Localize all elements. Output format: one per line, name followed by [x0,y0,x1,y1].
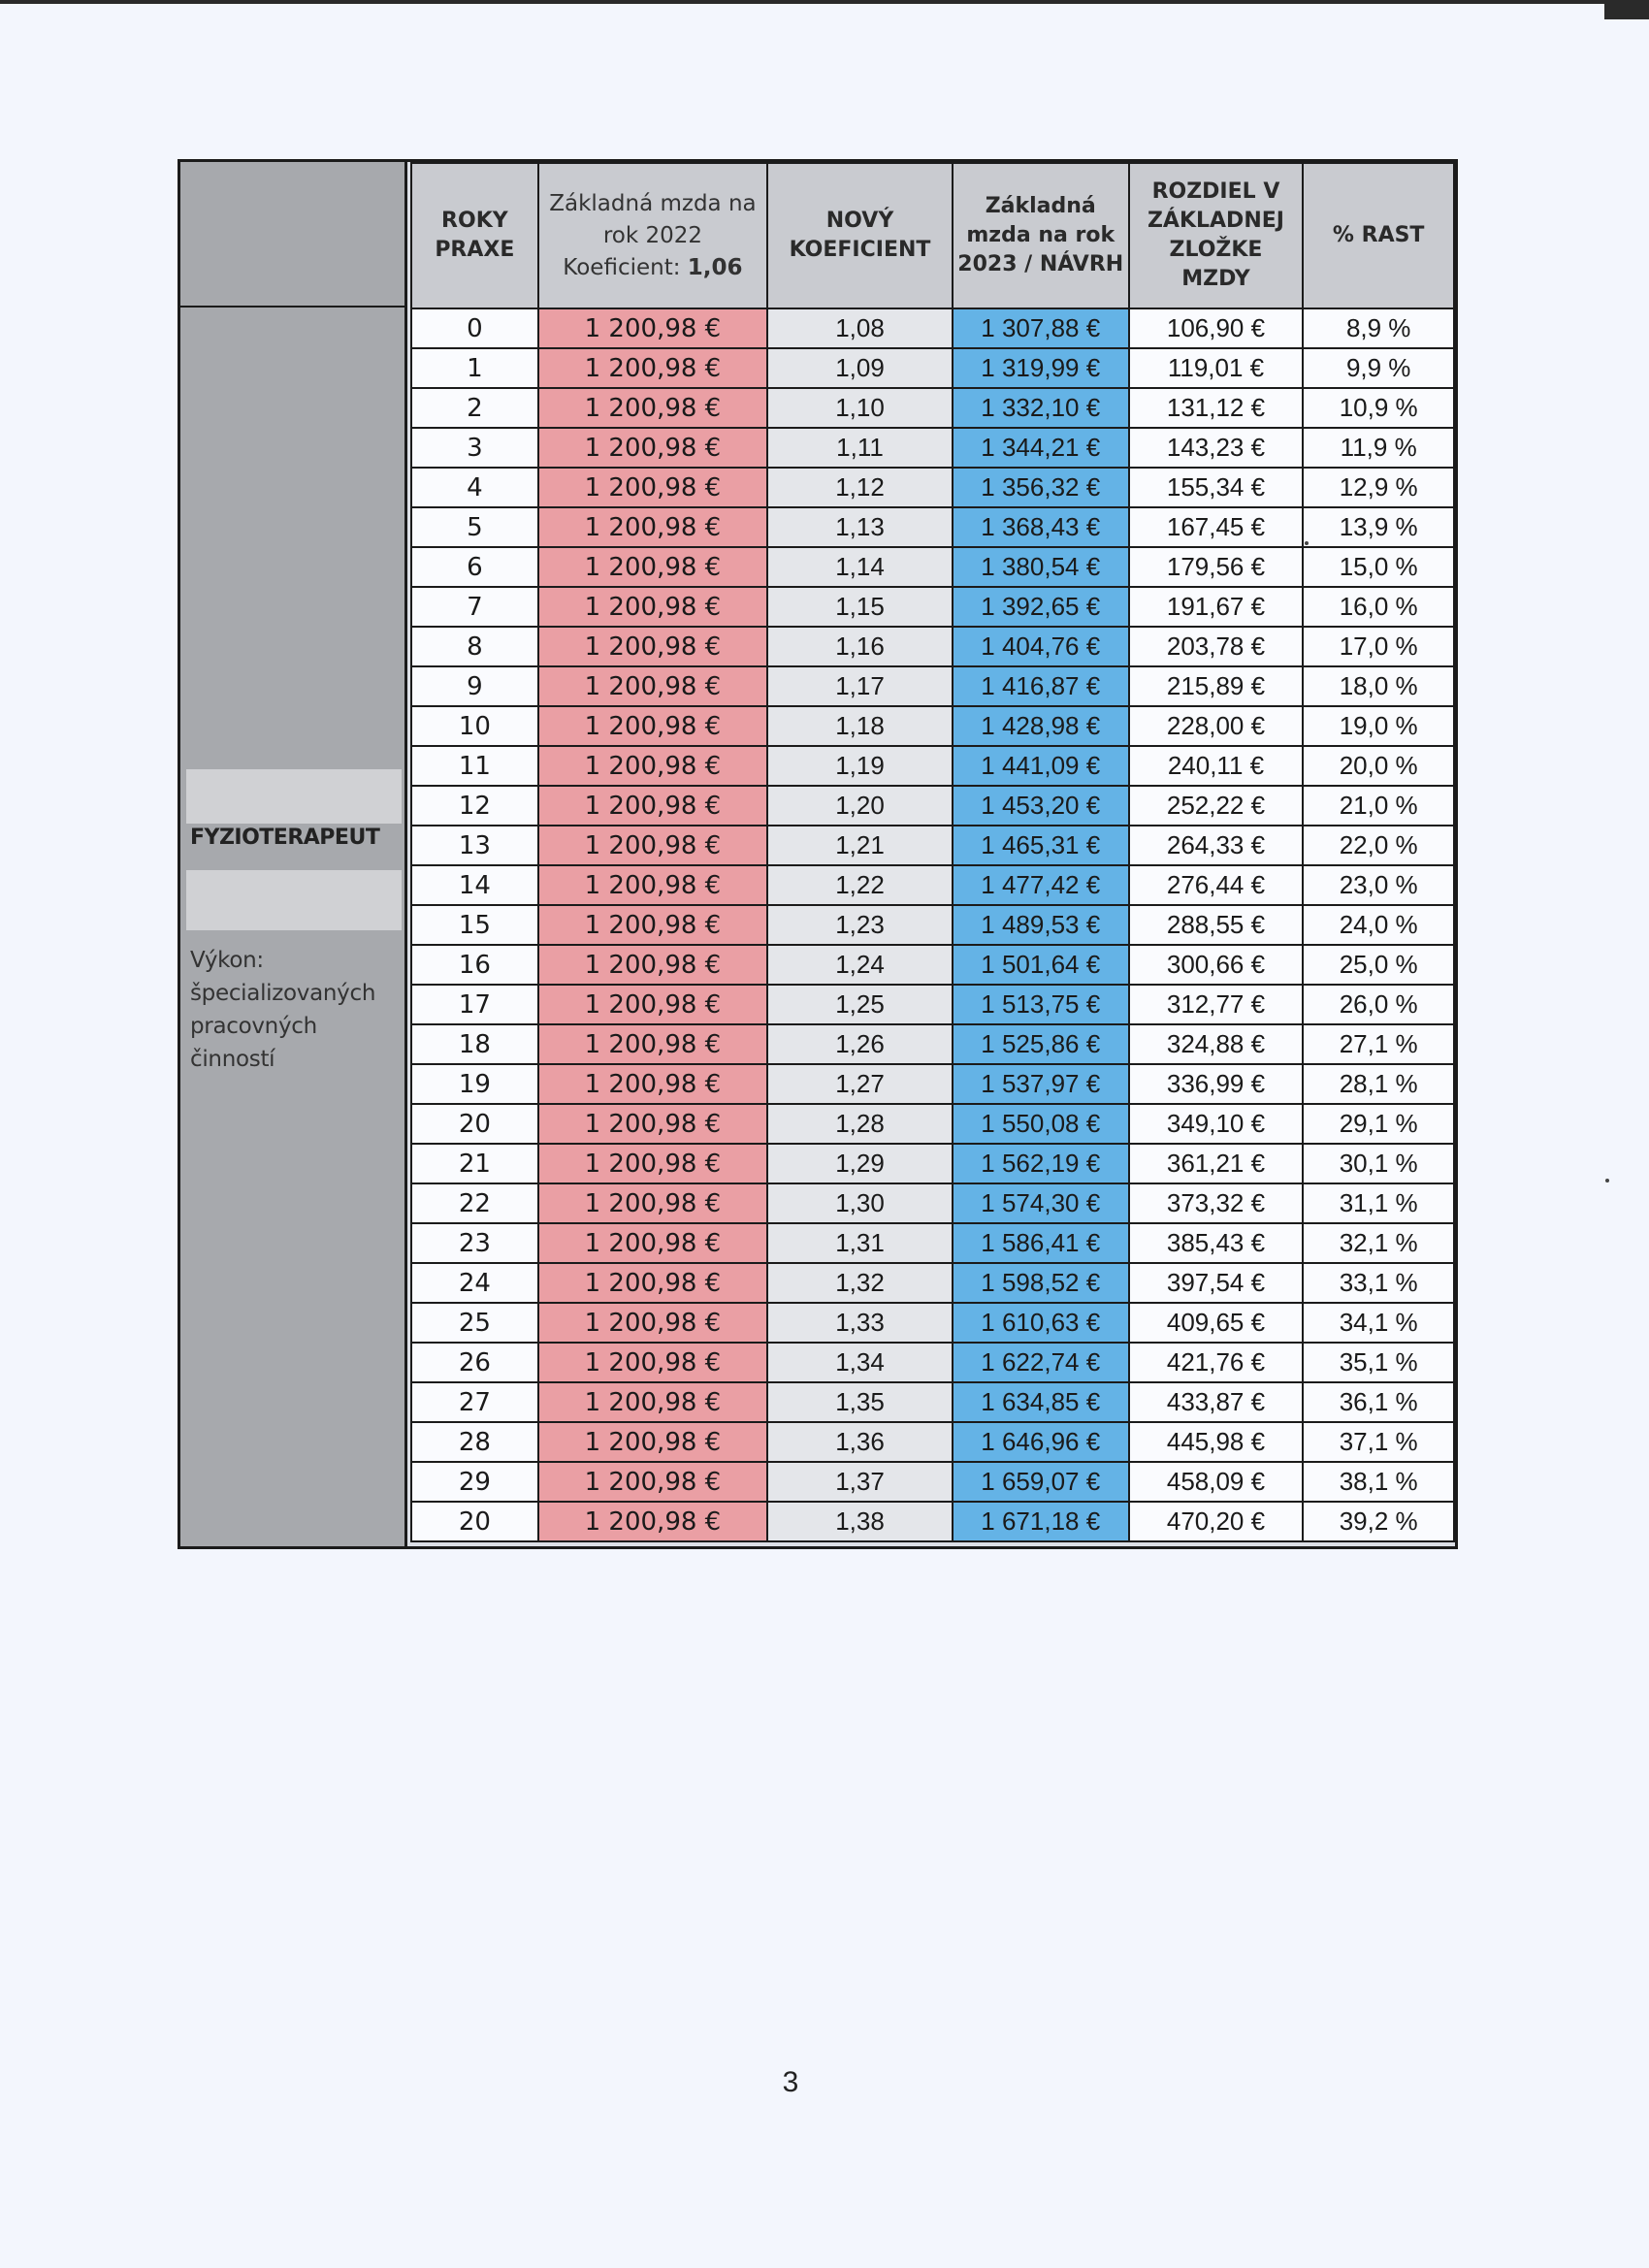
cell-base-2023: 1 465,31 € [953,826,1129,865]
cell-base-2023: 1 586,41 € [953,1223,1129,1263]
cell-difference: 312,77 € [1129,985,1304,1024]
cell-new-coefficient: 1,36 [767,1422,953,1462]
cell-base-2023: 1 416,87 € [953,666,1129,706]
cell-difference: 433,87 € [1129,1382,1304,1422]
cell-years: 13 [411,826,538,865]
cell-new-coefficient: 1,17 [767,666,953,706]
cell-base-2023: 1 404,76 € [953,627,1129,666]
cell-base-2023: 1 562,19 € [953,1144,1129,1183]
cell-growth: 21,0 % [1303,786,1454,826]
cell-new-coefficient: 1,15 [767,587,953,627]
cell-growth: 32,1 % [1303,1223,1454,1263]
cell-base-2023: 1 622,74 € [953,1343,1129,1382]
salary-table-sheet [178,159,1458,1549]
cell-years: 9 [411,666,538,706]
header-years: ROKY PRAXE [411,163,538,308]
cell-base-2022: 1 200,98 € [538,1183,767,1223]
cell-growth: 28,1 % [1303,1064,1454,1104]
table-row [411,786,1454,826]
cell-difference: 252,22 € [1129,786,1304,826]
cell-new-coefficient: 1,21 [767,826,953,865]
cell-new-coefficient: 1,33 [767,1303,953,1343]
cell-base-2022: 1 200,98 € [538,746,767,786]
cell-base-2023: 1 634,85 € [953,1382,1129,1422]
cell-difference: 203,78 € [1129,627,1304,666]
cell-base-2023: 1 525,86 € [953,1024,1129,1064]
cell-new-coefficient: 1,09 [767,348,953,388]
cell-years: 7 [411,587,538,627]
cell-years: 0 [411,308,538,348]
table-row [411,388,1454,428]
cell-years: 27 [411,1382,538,1422]
cell-difference: 106,90 € [1129,308,1304,348]
cell-difference: 421,76 € [1129,1343,1304,1382]
table-row [411,348,1454,388]
cell-base-2022: 1 200,98 € [538,1064,767,1104]
cell-base-2023: 1 344,21 € [953,428,1129,468]
cell-base-2022: 1 200,98 € [538,1104,767,1144]
cell-new-coefficient: 1,20 [767,786,953,826]
header-new-coefficient: NOVÝ KOEFICIENT [767,163,953,308]
cell-growth: 39,2 % [1303,1502,1454,1541]
cell-years: 20 [411,1104,538,1144]
cell-base-2023: 1 356,32 € [953,468,1129,507]
cell-base-2023: 1 392,65 € [953,587,1129,627]
cell-difference: 215,89 € [1129,666,1304,706]
cell-base-2023: 1 550,08 € [953,1104,1129,1144]
cell-base-2022: 1 200,98 € [538,1303,767,1343]
cell-years: 26 [411,1343,538,1382]
position-role: FYZIOTERAPEUT [190,826,380,850]
scan-edge-top [0,0,1604,4]
cell-years: 12 [411,786,538,826]
cell-new-coefficient: 1,31 [767,1223,953,1263]
position-column [180,162,407,1546]
cell-difference: 300,66 € [1129,945,1304,985]
cell-new-coefficient: 1,35 [767,1382,953,1422]
cell-difference: 276,44 € [1129,865,1304,905]
table-row [411,507,1454,547]
cell-base-2023: 1 428,98 € [953,706,1129,746]
cell-difference: 349,10 € [1129,1104,1304,1144]
cell-base-2023: 1 513,75 € [953,985,1129,1024]
cell-base-2022: 1 200,98 € [538,627,767,666]
table-row [411,746,1454,786]
cell-base-2022: 1 200,98 € [538,348,767,388]
header-base-2022: Základná mzda na rok 2022 Koeficient: 1,06 [538,163,767,308]
cell-base-2023: 1 380,54 € [953,547,1129,587]
position-column-header [180,162,404,308]
cell-growth: 34,1 % [1303,1303,1454,1343]
cell-growth: 36,1 % [1303,1382,1454,1422]
cell-growth: 17,0 % [1303,627,1454,666]
table-header-row [411,163,1454,308]
cell-new-coefficient: 1,22 [767,865,953,905]
table-row [411,985,1454,1024]
cell-growth: 30,1 % [1303,1144,1454,1183]
cell-growth: 9,9 % [1303,348,1454,388]
cell-growth: 29,1 % [1303,1104,1454,1144]
table-row [411,308,1454,348]
cell-base-2022: 1 200,98 € [538,786,767,826]
cell-years: 24 [411,1263,538,1303]
header-growth: % RAST [1303,163,1454,308]
cell-base-2023: 1 453,20 € [953,786,1129,826]
cell-difference: 119,01 € [1129,348,1304,388]
cell-years: 29 [411,1462,538,1502]
cell-base-2022: 1 200,98 € [538,1024,767,1064]
cell-base-2022: 1 200,98 € [538,985,767,1024]
table-row [411,1502,1454,1541]
table-row [411,1462,1454,1502]
table-row [411,666,1454,706]
table-row [411,468,1454,507]
cell-base-2022: 1 200,98 € [538,1382,767,1422]
cell-new-coefficient: 1,32 [767,1263,953,1303]
cell-growth: 25,0 % [1303,945,1454,985]
cell-base-2022: 1 200,98 € [538,468,767,507]
cell-base-2022: 1 200,98 € [538,1422,767,1462]
cell-difference: 385,43 € [1129,1223,1304,1263]
cell-base-2023: 1 610,63 € [953,1303,1129,1343]
cell-years: 10 [411,706,538,746]
cell-difference: 155,34 € [1129,468,1304,507]
cell-base-2023: 1 574,30 € [953,1183,1129,1223]
cell-new-coefficient: 1,25 [767,985,953,1024]
cell-growth: 24,0 % [1303,905,1454,945]
cell-base-2022: 1 200,98 € [538,1223,767,1263]
cell-new-coefficient: 1,14 [767,547,953,587]
cell-new-coefficient: 1,13 [767,507,953,547]
cell-growth: 37,1 % [1303,1422,1454,1462]
cell-growth: 18,0 % [1303,666,1454,706]
cell-difference: 191,67 € [1129,587,1304,627]
cell-years: 3 [411,428,538,468]
scan-speck [1305,541,1309,545]
salary-table [410,162,1455,1542]
cell-growth: 13,9 % [1303,507,1454,547]
cell-growth: 27,1 % [1303,1024,1454,1064]
table-row [411,1422,1454,1462]
cell-base-2022: 1 200,98 € [538,547,767,587]
cell-growth: 23,0 % [1303,865,1454,905]
cell-difference: 167,45 € [1129,507,1304,547]
cell-years: 11 [411,746,538,786]
cell-difference: 397,54 € [1129,1263,1304,1303]
table-row [411,865,1454,905]
table-row [411,627,1454,666]
scan-edge-right [1604,0,1649,19]
cell-base-2023: 1 441,09 € [953,746,1129,786]
cell-growth: 22,0 % [1303,826,1454,865]
cell-difference: 336,99 € [1129,1064,1304,1104]
cell-base-2022: 1 200,98 € [538,666,767,706]
cell-growth: 8,9 % [1303,308,1454,348]
cell-difference: 409,65 € [1129,1303,1304,1343]
table-row [411,1024,1454,1064]
table-row [411,587,1454,627]
cell-years: 8 [411,627,538,666]
cell-base-2022: 1 200,98 € [538,905,767,945]
cell-difference: 143,23 € [1129,428,1304,468]
cell-growth: 15,0 % [1303,547,1454,587]
cell-growth: 11,9 % [1303,428,1454,468]
cell-difference: 470,20 € [1129,1502,1304,1541]
table-row [411,945,1454,985]
table-row [411,1064,1454,1104]
cell-base-2022: 1 200,98 € [538,865,767,905]
cell-years: 5 [411,507,538,547]
cell-base-2023: 1 319,99 € [953,348,1129,388]
cell-base-2023: 1 489,53 € [953,905,1129,945]
cell-growth: 10,9 % [1303,388,1454,428]
cell-years: 18 [411,1024,538,1064]
cell-years: 14 [411,865,538,905]
table-row [411,1343,1454,1382]
cell-base-2023: 1 477,42 € [953,865,1129,905]
cell-growth: 20,0 % [1303,746,1454,786]
cell-years: 16 [411,945,538,985]
cell-years: 6 [411,547,538,587]
cell-difference: 228,00 € [1129,706,1304,746]
table-row [411,1223,1454,1263]
cell-new-coefficient: 1,23 [767,905,953,945]
redacted-area [186,870,402,930]
cell-growth: 38,1 % [1303,1462,1454,1502]
cell-new-coefficient: 1,16 [767,627,953,666]
cell-years: 23 [411,1223,538,1263]
cell-new-coefficient: 1,10 [767,388,953,428]
cell-base-2022: 1 200,98 € [538,507,767,547]
table-row [411,706,1454,746]
cell-base-2022: 1 200,98 € [538,706,767,746]
cell-years: 19 [411,1064,538,1104]
cell-new-coefficient: 1,28 [767,1104,953,1144]
cell-years: 15 [411,905,538,945]
cell-difference: 288,55 € [1129,905,1304,945]
cell-years: 21 [411,1144,538,1183]
cell-base-2023: 1 307,88 € [953,308,1129,348]
table-row [411,1263,1454,1303]
table-row [411,1144,1454,1183]
cell-new-coefficient: 1,12 [767,468,953,507]
cell-base-2023: 1 368,43 € [953,507,1129,547]
table-row [411,826,1454,865]
cell-base-2022: 1 200,98 € [538,587,767,627]
position-performance: Výkon: špecializovaných pracovných činností [190,948,376,1072]
cell-base-2023: 1 537,97 € [953,1064,1129,1104]
cell-new-coefficient: 1,27 [767,1064,953,1104]
cell-base-2022: 1 200,98 € [538,1462,767,1502]
cell-base-2022: 1 200,98 € [538,945,767,985]
table-body [411,308,1454,1541]
cell-years: 28 [411,1422,538,1462]
table-row [411,547,1454,587]
cell-base-2023: 1 332,10 € [953,388,1129,428]
cell-difference: 373,32 € [1129,1183,1304,1223]
cell-new-coefficient: 1,08 [767,308,953,348]
cell-years: 22 [411,1183,538,1223]
cell-new-coefficient: 1,11 [767,428,953,468]
cell-difference: 264,33 € [1129,826,1304,865]
cell-difference: 361,21 € [1129,1144,1304,1183]
cell-growth: 12,9 % [1303,468,1454,507]
cell-difference: 324,88 € [1129,1024,1304,1064]
cell-base-2022: 1 200,98 € [538,1263,767,1303]
cell-base-2023: 1 501,64 € [953,945,1129,985]
cell-new-coefficient: 1,19 [767,746,953,786]
cell-growth: 31,1 % [1303,1183,1454,1223]
cell-base-2023: 1 659,07 € [953,1462,1129,1502]
cell-base-2022: 1 200,98 € [538,428,767,468]
cell-new-coefficient: 1,30 [767,1183,953,1223]
cell-years: 2 [411,388,538,428]
cell-new-coefficient: 1,34 [767,1343,953,1382]
cell-base-2023: 1 671,18 € [953,1502,1129,1541]
cell-growth: 33,1 % [1303,1263,1454,1303]
cell-base-2022: 1 200,98 € [538,826,767,865]
table-row [411,1303,1454,1343]
cell-growth: 16,0 % [1303,587,1454,627]
table-row [411,1104,1454,1144]
koef-value: 1,06 [687,254,743,280]
cell-difference: 458,09 € [1129,1462,1304,1502]
cell-new-coefficient: 1,26 [767,1024,953,1064]
cell-growth: 19,0 % [1303,706,1454,746]
cell-base-2022: 1 200,98 € [538,1343,767,1382]
scan-speck [1605,1179,1609,1183]
cell-difference: 240,11 € [1129,746,1304,786]
page-number: 3 [782,2066,799,2098]
cell-years: 1 [411,348,538,388]
cell-new-coefficient: 1,18 [767,706,953,746]
cell-new-coefficient: 1,37 [767,1462,953,1502]
cell-years: 17 [411,985,538,1024]
table-row [411,1183,1454,1223]
table-row [411,905,1454,945]
cell-difference: 445,98 € [1129,1422,1304,1462]
cell-base-2023: 1 598,52 € [953,1263,1129,1303]
cell-years: 25 [411,1303,538,1343]
cell-years: 4 [411,468,538,507]
cell-new-coefficient: 1,38 [767,1502,953,1541]
cell-new-coefficient: 1,24 [767,945,953,985]
cell-growth: 26,0 % [1303,985,1454,1024]
table-row [411,428,1454,468]
cell-base-2022: 1 200,98 € [538,1502,767,1541]
cell-base-2022: 1 200,98 € [538,308,767,348]
header-difference: ROZDIEL V ZÁKLADNEJ ZLOŽKE MZDY [1129,163,1304,308]
cell-growth: 35,1 % [1303,1343,1454,1382]
cell-difference: 179,56 € [1129,547,1304,587]
cell-new-coefficient: 1,29 [767,1144,953,1183]
cell-years: 20 [411,1502,538,1541]
cell-base-2023: 1 646,96 € [953,1422,1129,1462]
cell-difference: 131,12 € [1129,388,1304,428]
table-row [411,1382,1454,1422]
header-base-2023: Základná mzda na rok 2023 / NÁVRH [953,163,1129,308]
cell-base-2022: 1 200,98 € [538,388,767,428]
redacted-area [186,769,402,824]
cell-base-2022: 1 200,98 € [538,1144,767,1183]
